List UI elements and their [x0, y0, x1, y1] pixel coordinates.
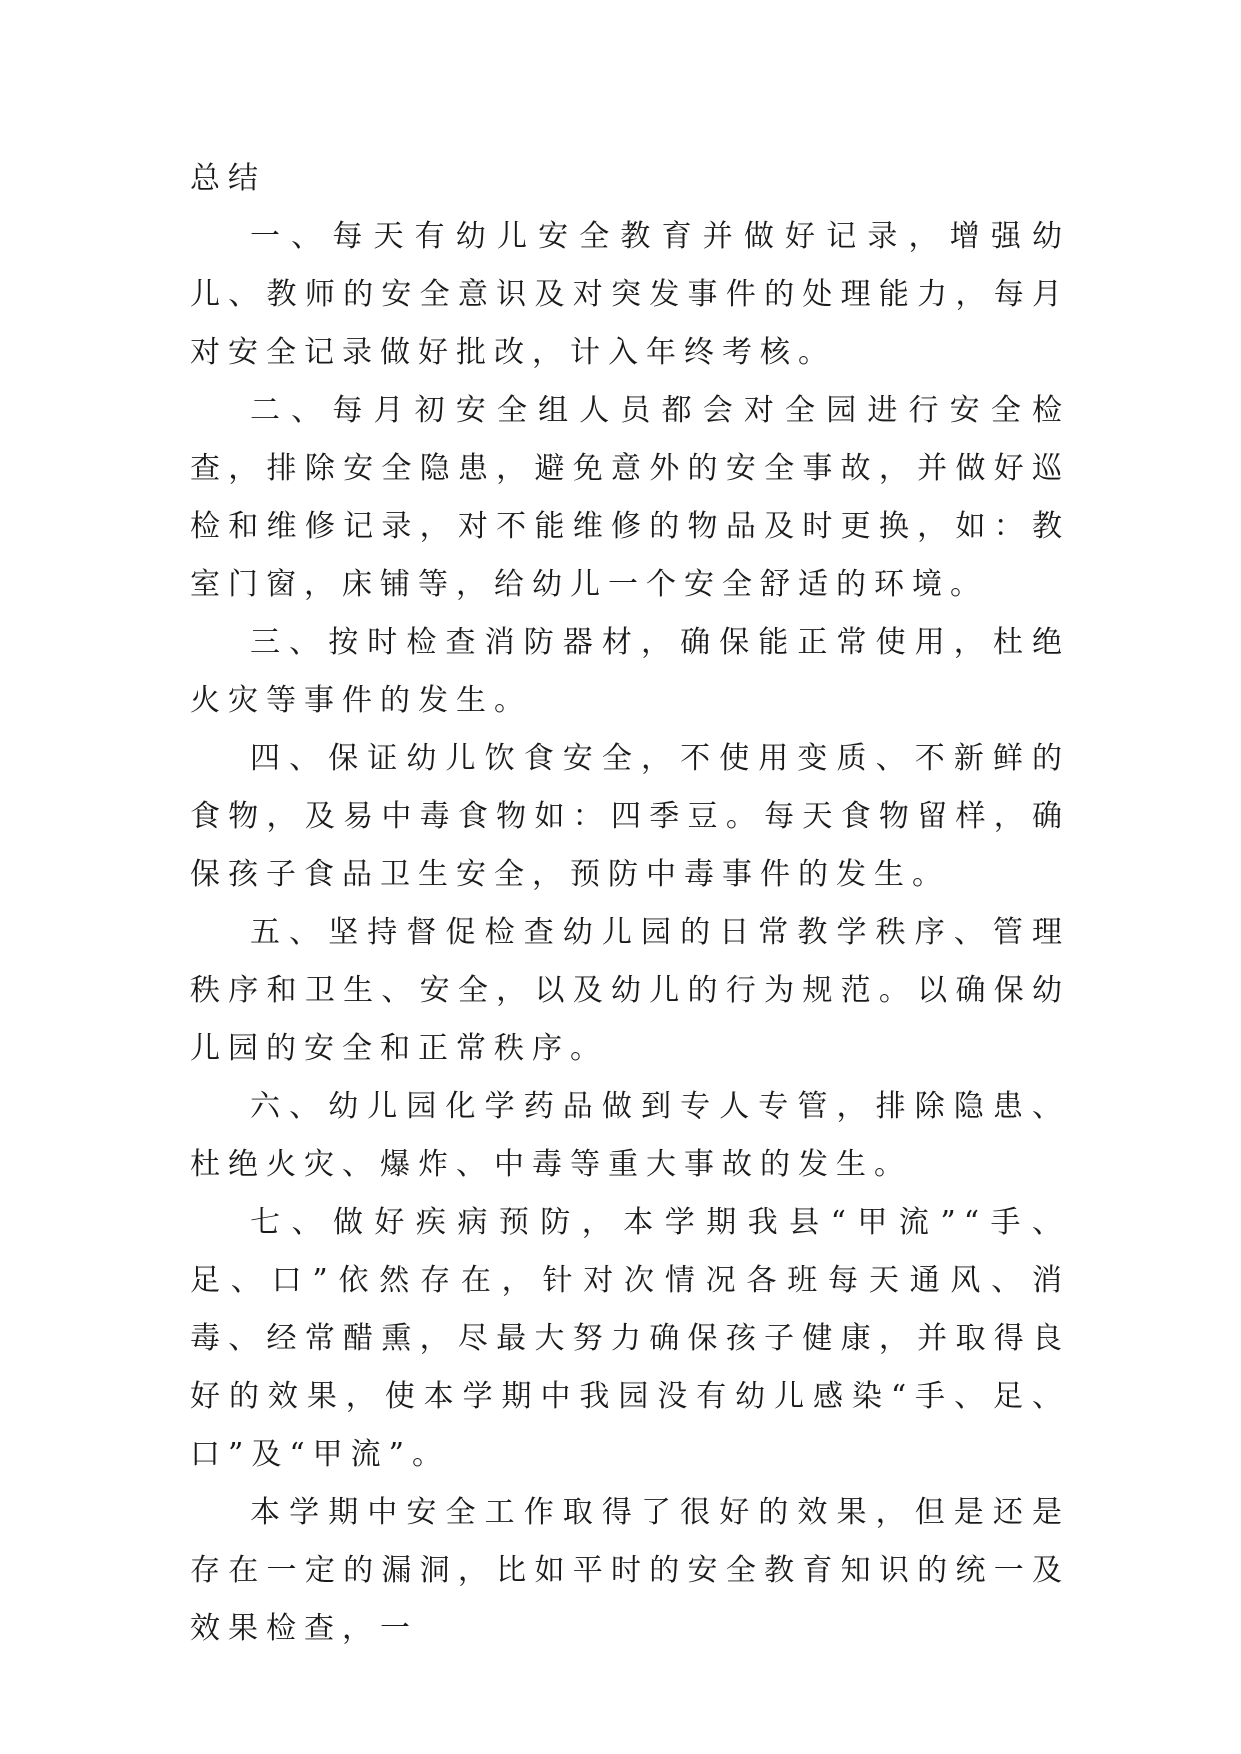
paragraph-8: 本学期中安全工作取得了很好的效果，但是还是存在一定的漏洞，比如平时的安全教育知识的统一及效果检查，一 — [190, 1495, 1070, 1646]
paragraph-6: 六、幼儿园化学药品做到专人专管，排除隐患、杜绝火灾、爆炸、中毒等重大事故的发生。 — [190, 1089, 1070, 1182]
paragraph-7: 七、做好疾病预防，本学期我县“甲流”“手、足、口”依然存在，针对次情况各班每天通风、消毒、经常醋熏，尽最大努力确保孩子健康，并取得良好的效果，使本学期中我园没有幼儿感染“手、足、口”及“甲流”。 — [190, 1205, 1070, 1472]
document-title: 总结 — [190, 161, 266, 196]
paragraph-4: 四、保证幼儿饮食安全，不使用变质、不新鲜的食物，及易中毒食物如：四季豆。每天食物留样，确保孩子食品卫生安全，预防中毒事件的发生。 — [190, 741, 1070, 892]
paragraph-2: 二、每月初安全组人员都会对全园进行安全检查，排除安全隐患，避免意外的安全事故，并做好巡检和维修记录，对不能维修的物品及时更换，如：教室门窗，床铺等，给幼儿一个安全舒适的环境。 — [190, 393, 1070, 602]
document-body — [190, 150, 1070, 1658]
paragraph-5: 五、坚持督促检查幼儿园的日常教学秩序、管理秩序和卫生、安全，以及幼儿的行为规范。以确保幼儿园的安全和正常秩序。 — [190, 915, 1070, 1066]
paragraph-1: 一、每天有幼儿安全教育并做好记录，增强幼儿、教师的安全意识及对突发事件的处理能力，每月对安全记录做好批改，计入年终考核。 — [190, 219, 1070, 370]
paragraph-3: 三、按时检查消防器材，确保能正常使用，杜绝火灾等事件的发生。 — [190, 625, 1070, 718]
